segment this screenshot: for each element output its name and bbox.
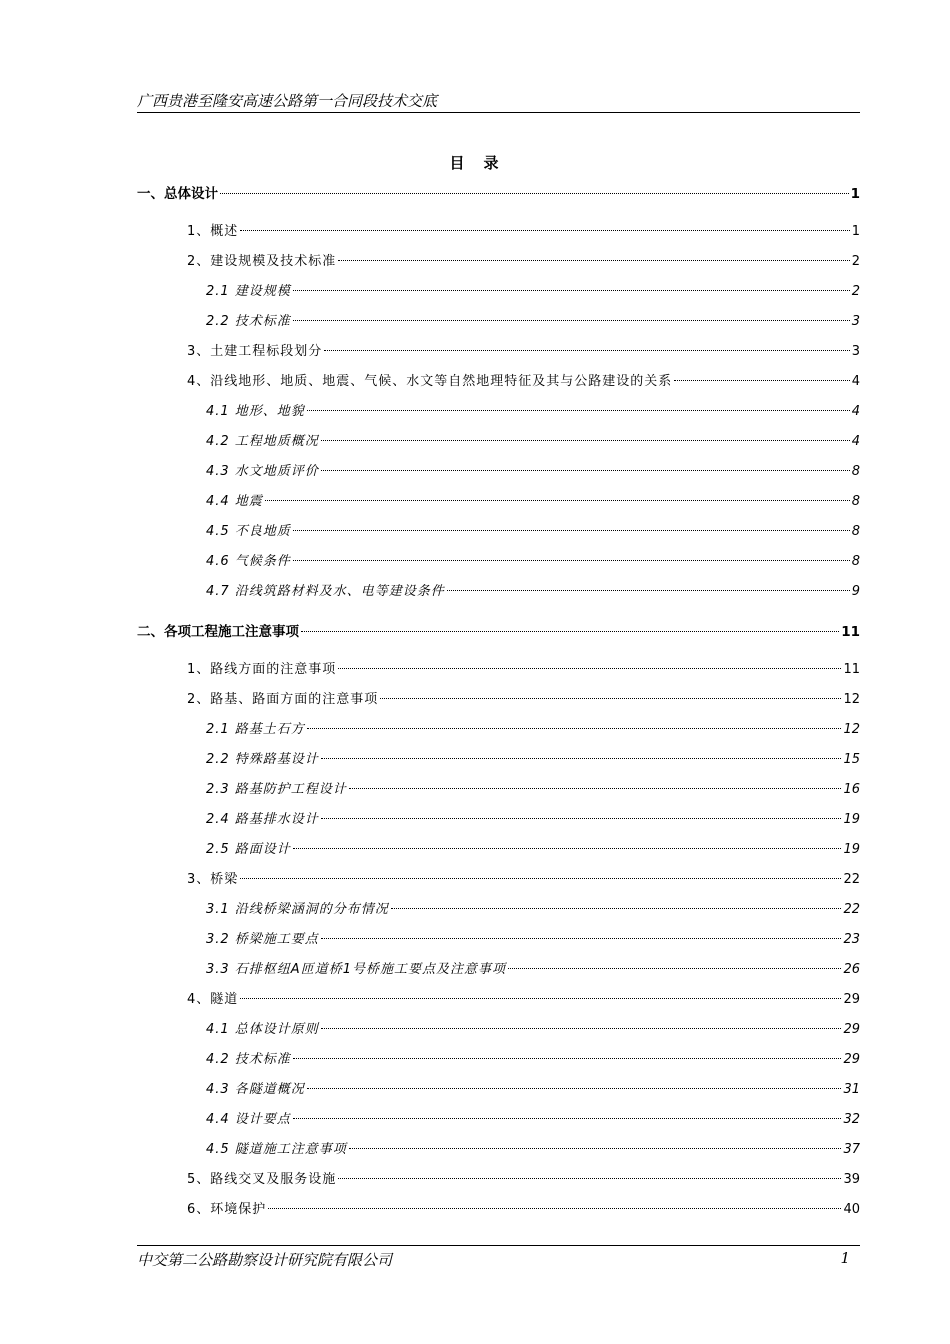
toc-entry[interactable] [206,960,860,980]
toc-entry-page: 3 [851,344,860,359]
toc-entry-page: 8 [851,464,860,479]
toc-entry[interactable] [137,184,860,204]
toc-leader-dots [307,410,850,411]
toc-entry-page: 12 [843,722,860,737]
toc-entry-label: 2.1 建设规模 [206,284,291,299]
toc-entry-label: 1、概述 [187,224,239,239]
toc-entry-page: 2 [851,254,860,269]
toc-leader-dots [307,1088,842,1089]
toc-entry-label: 2.2 技术标准 [206,314,291,329]
toc-entry[interactable] [206,282,860,302]
toc-entry-label: 3.2 桥梁施工要点 [206,932,319,947]
toc-entry[interactable] [187,660,860,680]
toc-entry-label: 4.5 不良地质 [206,524,291,539]
toc-entry-label: 4.7 沿线筑路材料及水、电等建设条件 [206,584,445,599]
toc-entry-label: 4.3 水文地质评价 [206,464,319,479]
toc-entry-label: 1、路线方面的注意事项 [187,662,337,677]
toc-entry-page: 22 [843,902,860,917]
toc-entry-label: 4.5 隧道施工注意事项 [206,1142,347,1157]
toc-entry[interactable] [187,690,860,710]
toc-leader-dots [321,938,842,939]
toc-leader-dots [324,350,849,351]
toc-leader-dots [321,1028,842,1029]
toc-entry-label: 3、土建工程标段划分 [187,344,323,359]
toc-entry-page: 4 [851,434,860,449]
toc-entry-label: 4.2 工程地质概况 [206,434,319,449]
toc-entry-label: 4.4 地震 [206,494,263,509]
toc-entry-label: 2.4 路基排水设计 [206,812,319,827]
toc-entry[interactable] [206,1080,860,1100]
toc-entry-page: 11 [843,662,860,677]
toc-entry-label: 4、隧道 [187,992,239,1007]
toc-entry-page: 31 [843,1082,860,1097]
toc-entry-page: 29 [843,992,860,1007]
toc-leader-dots [321,818,842,819]
toc-entry-page: 1 [850,186,860,202]
toc-leader-dots [338,1178,841,1179]
toc-leader-dots [349,788,842,789]
toc-leader-dots [674,380,849,381]
toc-entry-page: 16 [843,782,860,797]
toc-entry-label: 4.3 各隧道概况 [206,1082,305,1097]
toc-entry-page: 1 [851,224,860,239]
toc-entry-page: 32 [843,1112,860,1127]
toc-entry[interactable] [206,840,860,860]
toc-entry[interactable] [187,342,860,362]
toc-leader-dots [293,560,850,561]
toc-leader-dots [240,998,841,999]
toc-title: 目 录 [449,154,501,172]
toc-entry-label: 5、路线交叉及服务设施 [187,1172,337,1187]
toc-entry[interactable] [187,372,860,392]
toc-entry[interactable] [206,1020,860,1040]
toc-entry-page: 8 [851,554,860,569]
toc-entry-label: 4.4 设计要点 [206,1112,291,1127]
toc-entry-page: 22 [843,872,860,887]
toc-entry-page: 29 [843,1022,860,1037]
page-header [137,92,860,113]
toc-leader-dots [307,728,842,729]
toc-entry[interactable] [206,402,860,422]
toc-leader-dots [447,590,850,591]
toc-entry-page: 29 [843,1052,860,1067]
toc-entry-page: 11 [841,624,860,640]
toc-leader-dots [380,698,841,699]
toc-entry[interactable] [206,582,860,602]
toc-leader-dots [220,193,849,194]
toc-leader-dots [321,758,842,759]
toc-entry-label: 二、各项工程施工注意事项 [137,624,299,640]
toc-leader-dots [240,878,841,879]
toc-entry-label: 2.5 路面设计 [206,842,291,857]
toc-entry-page: 3 [851,314,860,329]
toc-entry[interactable] [206,720,860,740]
toc-leader-dots [293,1118,842,1119]
toc-entry-page: 19 [843,812,860,827]
toc-entry[interactable] [137,622,860,642]
toc-leader-dots [268,1208,841,1209]
toc-entry-label: 4.6 气候条件 [206,554,291,569]
toc-entry-page: 2 [851,284,860,299]
toc-entry[interactable] [206,1140,860,1160]
toc-entry[interactable] [206,462,860,482]
toc-leader-dots [240,230,849,231]
toc-entry-page: 37 [843,1142,860,1157]
toc-entry-page: 8 [851,494,860,509]
toc-leader-dots [338,668,841,669]
toc-entry-page: 4 [851,404,860,419]
toc-entry-label: 3.3 石排枢纽A匝道桥1号桥施工要点及注意事项 [206,962,506,977]
toc-entry-page: 26 [843,962,860,977]
toc-entry[interactable] [206,750,860,770]
toc-entry[interactable] [206,900,860,920]
toc-entry[interactable] [206,1050,860,1070]
toc-entry-page: 23 [843,932,860,947]
toc-entry[interactable] [206,810,860,830]
toc-entry[interactable] [206,492,860,512]
toc-leader-dots [293,290,850,291]
page-footer [137,1245,860,1269]
toc-leader-dots [265,500,850,501]
toc-leader-dots [293,320,850,321]
toc-entry[interactable] [206,432,860,452]
footer-page-number: 1 [840,1249,850,1267]
toc-entry-page: 8 [851,524,860,539]
toc-entry-label: 4.1 总体设计原则 [206,1022,319,1037]
toc-leader-dots [349,1148,842,1149]
toc-entry-page: 12 [843,692,860,707]
toc-entry-label: 4、沿线地形、地质、地震、气候、水文等自然地理特征及其与公路建设的关系 [187,374,673,389]
toc-entry-label: 2.1 路基土石方 [206,722,305,737]
toc-entry[interactable] [187,870,860,890]
toc-entry[interactable] [187,1200,860,1220]
toc-entry-label: 3、桥梁 [187,872,239,887]
toc-leader-dots [391,908,842,909]
toc-entry[interactable] [206,312,860,332]
toc-entry[interactable] [206,1110,860,1130]
toc-entry-label: 2、路基、路面方面的注意事项 [187,692,379,707]
header-title: 广西贵港至隆安高速公路第一合同段技术交底 [137,92,438,110]
toc-entry[interactable] [187,252,860,272]
toc-entry-page: 15 [843,752,860,767]
toc-leader-dots [293,530,850,531]
toc-entry[interactable] [206,780,860,800]
footer-company: 中交第二公路勘察设计研究院有限公司 [137,1251,393,1269]
toc-entry[interactable] [206,522,860,542]
toc-entry-label: 6、环境保护 [187,1202,267,1217]
toc-entry[interactable] [206,552,860,572]
toc-entry-label: 一、总体设计 [137,186,218,202]
toc-entry-page: 39 [843,1172,860,1187]
toc-entry[interactable] [187,990,860,1010]
toc-entry-label: 2.2 特殊路基设计 [206,752,319,767]
toc-entry-page: 19 [843,842,860,857]
toc-entry-label: 4.2 技术标准 [206,1052,291,1067]
toc-leader-dots [293,1058,842,1059]
toc-entry-label: 3.1 沿线桥梁涵洞的分布情况 [206,902,389,917]
toc-entry[interactable] [187,1170,860,1190]
toc-entry-label: 2.3 路基防护工程设计 [206,782,347,797]
toc-leader-dots [321,470,850,471]
toc-leader-dots [508,968,841,969]
toc-entry-label: 4.1 地形、地貌 [206,404,305,419]
toc-leader-dots [301,631,839,632]
toc-leader-dots [338,260,849,261]
toc-entry-page: 9 [851,584,860,599]
toc-entry-page: 40 [843,1202,860,1217]
toc-entry[interactable] [187,222,860,242]
toc-leader-dots [293,848,842,849]
toc-entry-page: 4 [851,374,860,389]
toc-entry-label: 2、建设规模及技术标准 [187,254,337,269]
toc-leader-dots [321,440,850,441]
toc-entry[interactable] [206,930,860,950]
